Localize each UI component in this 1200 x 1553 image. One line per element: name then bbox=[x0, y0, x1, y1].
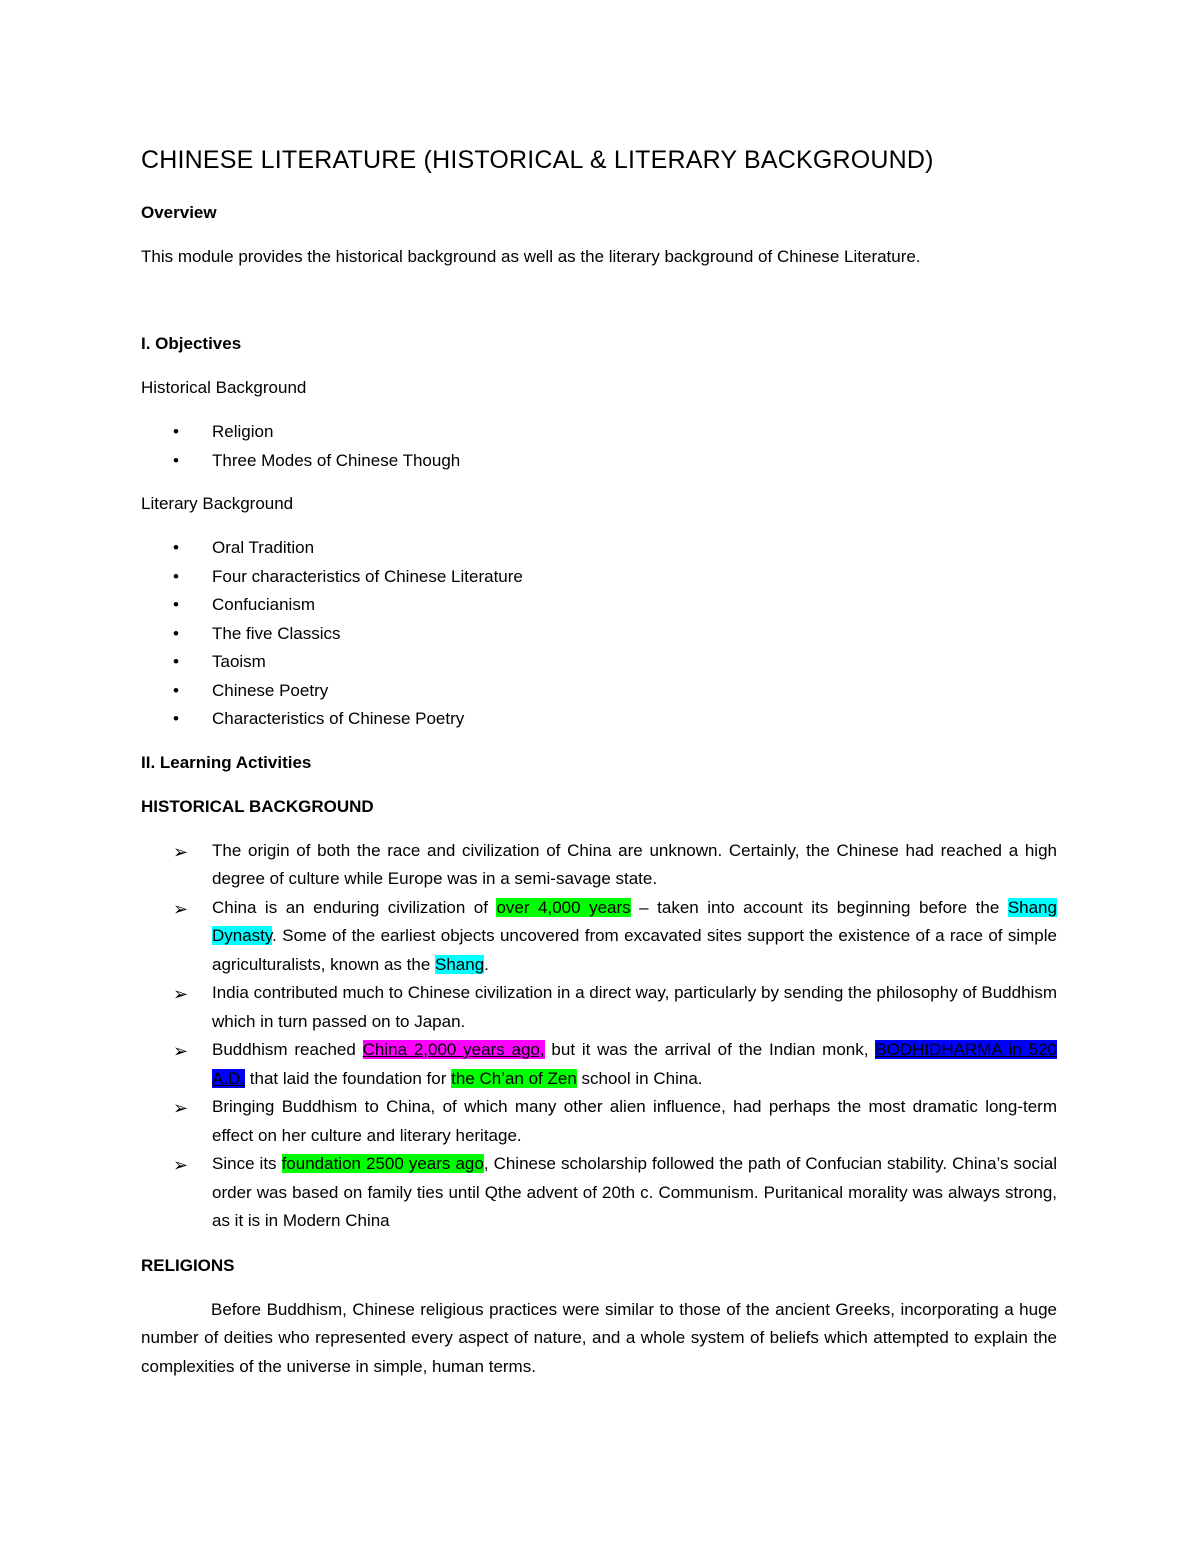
list-item: ➢ India contributed much to Chinese civilization in a direct way, particularly by sending the philosophy of Buddhism which in turn passed on to Japan. bbox=[141, 979, 1057, 1036]
list-item: • Chinese Poetry bbox=[141, 677, 1057, 706]
document-title: CHINESE LITERATURE (HISTORICAL & LITERARY BACKGROUND) bbox=[141, 146, 934, 174]
arrow-bullet-icon: ➢ bbox=[173, 1098, 189, 1118]
list-item: • Three Modes of Chinese Though bbox=[141, 447, 1057, 476]
list-item: ➢ The origin of both the race and civilization of China are unknown. Certainly, the Chinese had reached a high degree of culture while Europe was in a semi-savage state. bbox=[141, 837, 1057, 894]
list-item: ➢ Since its foundation 2500 years ago, Chinese scholarship followed the path of Confucian stability. China’s social order was based on family ties until Qthe advent of 20th c. Communism. Puritanical morality was always strong, as it is in Modern China bbox=[141, 1150, 1057, 1236]
arrow-bullet-icon: ➢ bbox=[173, 984, 189, 1004]
list-item: ➢ China is an enduring civilization of over 4,000 years – taken into account its beginning before the Shang Dynasty. Some of the earliest objects uncovered from excavated sites support the existence of a race of simple agriculturalists, known as the Shang. bbox=[141, 894, 1057, 980]
religions-heading: RELIGIONS bbox=[141, 1255, 235, 1275]
arrow-bullet-icon: ➢ bbox=[173, 841, 189, 862]
arrow-bullet-icon: ➢ bbox=[173, 1155, 189, 1175]
list-item: • The five Classics bbox=[141, 620, 1057, 649]
highlight-china-2000-years: China 2,000 years ago, bbox=[362, 1040, 545, 1059]
list-item: ➢ Bringing Buddhism to China, of which many other alien influence, had perhaps the most dramatic long-term effect on her culture and literary heritage. bbox=[141, 1093, 1057, 1150]
list-item: • Oral Tradition bbox=[141, 534, 1057, 563]
list-item: • Characteristics of Chinese Poetry bbox=[141, 705, 1057, 734]
overview-heading: Overview bbox=[141, 203, 217, 222]
list-item: • Confucianism bbox=[141, 591, 1057, 620]
religions-paragraph: Before Buddhism, Chinese religious practices were similar to those of the ancient Greeks, incorporating a huge number of deities who represented every aspect of nature, and a whole system of beliefs which attempted to explain the complexities of the universe in simple, human terms. bbox=[141, 1299, 1057, 1376]
highlight-shang-dynasty: Shang Dynasty bbox=[212, 897, 1057, 945]
arrow-bullet-icon: ➢ bbox=[173, 898, 189, 919]
list-item: • Religion bbox=[141, 418, 1057, 447]
historical-objectives-list bbox=[141, 418, 1057, 475]
highlight-foundation-2500-years: foundation 2500 years ago bbox=[281, 1154, 484, 1173]
objectives-heading: I. Objectives bbox=[141, 334, 242, 353]
historical-background-label: Historical Background bbox=[141, 378, 307, 397]
historical-background-heading: HISTORICAL BACKGROUND bbox=[141, 796, 374, 816]
highlight-bodhidharma: BODHIDHARMA in 520 A.D. bbox=[212, 1040, 1057, 1088]
literary-background-label: Literary Background bbox=[141, 494, 294, 513]
highlight-over-4000-years: over 4,000 years bbox=[496, 897, 631, 917]
list-item: • Taoism bbox=[141, 648, 1057, 677]
document-body bbox=[141, 146, 1057, 1381]
literary-objectives-list bbox=[141, 534, 1057, 734]
highlight-chan-of-zen: the Ch’an of Zen bbox=[451, 1068, 577, 1088]
highlight-shang: Shang bbox=[435, 954, 485, 974]
learning-activities-heading: II. Learning Activities bbox=[141, 752, 312, 772]
list-item: • Four characteristics of Chinese Literature bbox=[141, 563, 1057, 592]
overview-text: This module provides the historical background as well as the literary background of Chinese Literature. bbox=[141, 247, 921, 266]
arrow-bullet-icon: ➢ bbox=[173, 1041, 189, 1061]
list-item: ➢ Buddhism reached China 2,000 years ago, but it was the arrival of the Indian monk, BODHIDHARMA in 520 A.D. that laid the foundation for the Ch’an of Zen school in China. bbox=[141, 1036, 1057, 1093]
historical-background-list bbox=[141, 837, 1057, 1236]
